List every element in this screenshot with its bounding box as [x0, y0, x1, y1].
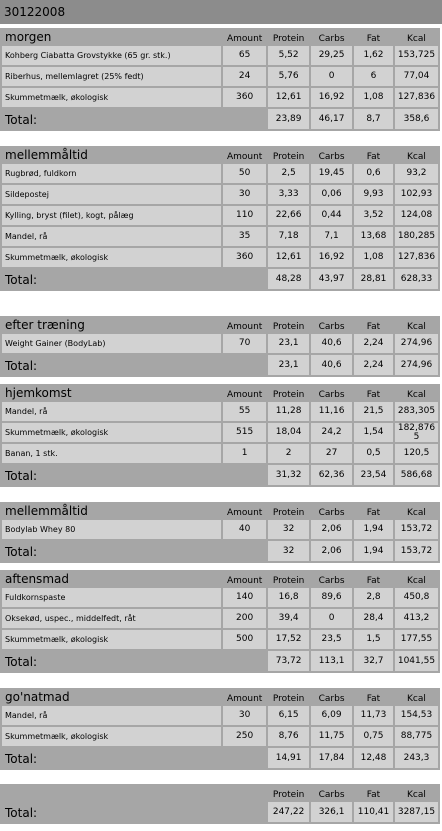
food-row[interactable] — [2, 520, 438, 539]
protein-cell: 8,76 — [268, 727, 309, 746]
food-row[interactable] — [2, 164, 438, 183]
kcal-cell: 450,8 — [395, 588, 438, 607]
total-spacer — [223, 748, 266, 768]
column-header-amount: Amount — [226, 694, 263, 704]
carbs-cell: 0 — [311, 67, 352, 86]
kcal-cell: 180,285 — [395, 227, 438, 246]
fat-cell: 2,8 — [354, 588, 393, 607]
total-protein: 23,89 — [268, 109, 309, 129]
column-header-kcal: Kcal — [407, 322, 426, 332]
food-name: Banan, 1 stk. — [2, 444, 221, 463]
food-row[interactable] — [2, 588, 438, 607]
total-protein: 31,32 — [268, 465, 309, 485]
protein-cell: 23,1 — [268, 334, 309, 353]
food-row[interactable] — [2, 609, 438, 628]
food-row[interactable] — [2, 88, 438, 107]
column-header-kcal: Kcal — [407, 508, 426, 518]
food-name: Riberhus, mellemlagret (25% fedt) — [2, 67, 221, 86]
fat-cell: 28,4 — [354, 609, 393, 628]
amount-cell: 515 — [223, 423, 266, 442]
total-spacer — [223, 651, 266, 671]
column-header-carbs: Carbs — [318, 322, 345, 332]
grand-total-row — [2, 802, 438, 822]
carbs-cell: 19,45 — [311, 164, 352, 183]
food-row[interactable] — [2, 46, 438, 65]
grand-total-carbs: 326,1 — [311, 802, 352, 822]
amount-cell: 30 — [223, 706, 266, 725]
column-header-kcal: Kcal — [407, 152, 426, 162]
column-header-fat: Fat — [366, 694, 381, 704]
fat-cell: 1,08 — [354, 88, 393, 107]
protein-cell: 12,61 — [268, 88, 309, 107]
carbs-cell: 6,09 — [311, 706, 352, 725]
protein-cell: 17,52 — [268, 630, 309, 649]
column-header-carbs: Carbs — [318, 152, 345, 162]
protein-cell: 2,5 — [268, 164, 309, 183]
kcal-cell: 88,775 — [395, 727, 438, 746]
grand-total-kcal: 3287,15 — [395, 802, 438, 822]
grand-header-spacer — [2, 786, 221, 800]
column-header-protein: Protein — [272, 322, 305, 332]
total-label: Total: — [5, 469, 38, 483]
column-header-kcal: Kcal — [407, 694, 426, 704]
grand-column-header-kcal: Kcal — [407, 790, 426, 800]
total-carbs: 17,84 — [311, 748, 352, 768]
grand-total-label: Total: — [5, 806, 38, 820]
total-protein: 48,28 — [268, 269, 309, 289]
fat-cell: 0,6 — [354, 164, 393, 183]
column-header-protein: Protein — [272, 34, 305, 44]
column-header-protein: Protein — [272, 152, 305, 162]
food-row[interactable] — [2, 334, 438, 353]
food-name: Mandel, rå — [2, 706, 221, 725]
food-name: Kohberg Ciabatta Grovstykke (65 gr. stk.) — [2, 46, 221, 65]
protein-cell: 32 — [268, 520, 309, 539]
grand-column-header-carbs: Carbs — [318, 790, 345, 800]
protein-cell: 12,61 — [268, 248, 309, 267]
fat-cell: 1,5 — [354, 630, 393, 649]
total-row — [2, 465, 438, 485]
column-header-carbs: Carbs — [318, 694, 345, 704]
grand-total-fat: 110,41 — [354, 802, 393, 822]
column-header-amount: Amount — [226, 322, 263, 332]
total-protein: 73,72 — [268, 651, 309, 671]
total-spacer — [223, 541, 266, 561]
carbs-cell: 16,92 — [311, 248, 352, 267]
protein-cell: 5,76 — [268, 67, 309, 86]
date-title: 30122008 — [0, 0, 442, 24]
grand-total-spacer — [223, 802, 266, 822]
fat-cell: 0,5 — [354, 444, 393, 463]
total-protein: 14,91 — [268, 748, 309, 768]
total-protein: 32 — [268, 541, 309, 561]
carbs-cell: 11,16 — [311, 402, 352, 421]
food-row[interactable] — [2, 423, 438, 442]
column-header-protein: Protein — [272, 576, 305, 586]
total-fat: 32,7 — [354, 651, 393, 671]
column-header-kcal: Kcal — [407, 390, 426, 400]
amount-cell: 50 — [223, 164, 266, 183]
amount-cell: 1 — [223, 444, 266, 463]
food-name: Skummetmælk, økologisk — [2, 88, 221, 107]
total-kcal: 628,33 — [395, 269, 438, 289]
food-name: Sildepostej — [2, 185, 221, 204]
total-kcal: 586,68 — [395, 465, 438, 485]
meal-section — [0, 502, 440, 563]
fat-cell: 21,5 — [354, 402, 393, 421]
protein-cell: 5,52 — [268, 46, 309, 65]
column-header-protein: Protein — [272, 694, 305, 704]
food-name: Mandel, rå — [2, 402, 221, 421]
total-kcal: 274,96 — [395, 355, 438, 375]
fat-cell: 1,08 — [354, 248, 393, 267]
carbs-cell: 40,6 — [311, 334, 352, 353]
carbs-cell: 23,5 — [311, 630, 352, 649]
amount-cell: 200 — [223, 609, 266, 628]
column-header-fat: Fat — [366, 152, 381, 162]
carbs-cell: 11,75 — [311, 727, 352, 746]
column-header-kcal: Kcal — [407, 34, 426, 44]
amount-cell: 140 — [223, 588, 266, 607]
amount-cell: 65 — [223, 46, 266, 65]
food-row[interactable] — [2, 444, 438, 463]
carbs-cell: 0 — [311, 609, 352, 628]
total-carbs: 46,17 — [311, 109, 352, 129]
total-protein: 23,1 — [268, 355, 309, 375]
fat-cell: 1,54 — [354, 423, 393, 442]
amount-cell: 360 — [223, 248, 266, 267]
protein-cell: 18,04 — [268, 423, 309, 442]
column-header-fat: Fat — [366, 576, 381, 586]
kcal-cell: 153,725 — [395, 46, 438, 65]
kcal-cell: 127,836 — [395, 88, 438, 107]
fat-cell: 3,52 — [354, 206, 393, 225]
meal-section — [0, 146, 440, 291]
column-header-kcal: Kcal — [407, 576, 426, 586]
kcal-cell: 283,305 — [395, 402, 438, 421]
carbs-cell: 29,25 — [311, 46, 352, 65]
total-spacer — [223, 355, 266, 375]
total-spacer — [223, 465, 266, 485]
fat-cell: 11,73 — [354, 706, 393, 725]
food-name: Mandel, rå — [2, 227, 221, 246]
total-fat: 12,48 — [354, 748, 393, 768]
food-name: Skummetmælk, økologisk — [2, 727, 221, 746]
total-row — [2, 651, 438, 671]
column-header-carbs: Carbs — [318, 34, 345, 44]
meal-section — [0, 688, 440, 770]
fat-cell: 1,62 — [354, 46, 393, 65]
column-header-protein: Protein — [272, 390, 305, 400]
total-label: Total: — [5, 113, 38, 127]
grand-total-section — [0, 784, 440, 824]
food-row[interactable] — [2, 227, 438, 246]
total-fat: 8,7 — [354, 109, 393, 129]
food-row[interactable] — [2, 185, 438, 204]
food-name: Rugbrød, fuldkorn — [2, 164, 221, 183]
amount-cell: 30 — [223, 185, 266, 204]
total-carbs: 2,06 — [311, 541, 352, 561]
grand-column-header-protein: Protein — [272, 790, 305, 800]
meal-section — [0, 28, 440, 131]
fat-cell: 9,93 — [354, 185, 393, 204]
kcal-cell: 274,96 — [395, 334, 438, 353]
total-label: Total: — [5, 545, 38, 559]
total-kcal: 243,3 — [395, 748, 438, 768]
meal-section — [0, 316, 440, 377]
fat-cell: 6 — [354, 67, 393, 86]
kcal-cell: 127,836 — [395, 248, 438, 267]
column-header-amount: Amount — [226, 152, 263, 162]
section-title: go'natmad — [5, 690, 70, 704]
column-header-fat: Fat — [366, 508, 381, 518]
kcal-cell: 182,876 5 — [395, 423, 438, 442]
total-label: Total: — [5, 273, 38, 287]
total-label: Total: — [5, 655, 38, 669]
meal-section — [0, 570, 440, 673]
section-title: efter træning — [5, 318, 85, 332]
total-kcal: 1041,55 — [395, 651, 438, 671]
total-kcal: 153,72 — [395, 541, 438, 561]
amount-cell: 35 — [223, 227, 266, 246]
food-row[interactable] — [2, 630, 438, 649]
protein-cell: 22,66 — [268, 206, 309, 225]
total-label: Total: — [5, 752, 38, 766]
column-header-amount: Amount — [226, 576, 263, 586]
column-header-carbs: Carbs — [318, 576, 345, 586]
total-fat: 2,24 — [354, 355, 393, 375]
food-name: Bodylab Whey 80 — [2, 520, 221, 539]
carbs-cell: 27 — [311, 444, 352, 463]
grand-total-protein: 247,22 — [268, 802, 309, 822]
amount-cell: 250 — [223, 727, 266, 746]
food-name: Weight Gainer (BodyLab) — [2, 334, 221, 353]
section-title: aftensmad — [5, 572, 69, 586]
kcal-cell: 177,55 — [395, 630, 438, 649]
carbs-cell: 0,06 — [311, 185, 352, 204]
column-header-amount: Amount — [226, 390, 263, 400]
food-name: Skummetmælk, økologisk — [2, 630, 221, 649]
fat-cell: 1,94 — [354, 520, 393, 539]
food-row[interactable] — [2, 248, 438, 267]
total-carbs: 43,97 — [311, 269, 352, 289]
protein-cell: 39,4 — [268, 609, 309, 628]
total-label: Total: — [5, 359, 38, 373]
total-row — [2, 748, 438, 768]
section-title: morgen — [5, 30, 52, 44]
meal-section — [0, 384, 440, 487]
kcal-cell: 102,93 — [395, 185, 438, 204]
total-fat: 1,94 — [354, 541, 393, 561]
food-name: Skummetmælk, økologisk — [2, 248, 221, 267]
column-header-amount: Amount — [226, 34, 263, 44]
amount-cell: 110 — [223, 206, 266, 225]
protein-cell: 16,8 — [268, 588, 309, 607]
total-spacer — [223, 109, 266, 129]
column-header-protein: Protein — [272, 508, 305, 518]
kcal-cell: 153,72 — [395, 520, 438, 539]
food-row[interactable] — [2, 727, 438, 746]
food-name: Fuldkornspaste — [2, 588, 221, 607]
food-row[interactable] — [2, 402, 438, 421]
column-header-fat: Fat — [366, 34, 381, 44]
amount-cell: 55 — [223, 402, 266, 421]
amount-cell: 500 — [223, 630, 266, 649]
total-fat: 28,81 — [354, 269, 393, 289]
carbs-cell: 16,92 — [311, 88, 352, 107]
food-name: Oksekød, uspec., middelfedt, råt — [2, 609, 221, 628]
total-fat: 23,54 — [354, 465, 393, 485]
column-header-fat: Fat — [366, 390, 381, 400]
total-carbs: 62,36 — [311, 465, 352, 485]
protein-cell: 7,18 — [268, 227, 309, 246]
fat-cell: 13,68 — [354, 227, 393, 246]
amount-cell: 360 — [223, 88, 266, 107]
amount-cell: 70 — [223, 334, 266, 353]
amount-cell: 24 — [223, 67, 266, 86]
food-row[interactable] — [2, 67, 438, 86]
kcal-cell: 93,2 — [395, 164, 438, 183]
carbs-cell: 89,6 — [311, 588, 352, 607]
kcal-cell: 154,53 — [395, 706, 438, 725]
column-header-fat: Fat — [366, 322, 381, 332]
kcal-cell: 413,2 — [395, 609, 438, 628]
kcal-cell: 120,5 — [395, 444, 438, 463]
column-header-carbs: Carbs — [318, 390, 345, 400]
kcal-cell: 77,04 — [395, 67, 438, 86]
carbs-cell: 2,06 — [311, 520, 352, 539]
protein-cell: 6,15 — [268, 706, 309, 725]
total-spacer — [223, 269, 266, 289]
total-carbs: 113,1 — [311, 651, 352, 671]
food-row[interactable] — [2, 206, 438, 225]
protein-cell: 3,33 — [268, 185, 309, 204]
total-row — [2, 541, 438, 561]
kcal-cell: 124,08 — [395, 206, 438, 225]
section-title: mellemmåltid — [5, 504, 88, 518]
total-carbs: 40,6 — [311, 355, 352, 375]
carbs-cell: 0,44 — [311, 206, 352, 225]
fat-cell: 2,24 — [354, 334, 393, 353]
food-name: Skummetmælk, økologisk — [2, 423, 221, 442]
column-header-carbs: Carbs — [318, 508, 345, 518]
food-row[interactable] — [2, 706, 438, 725]
carbs-cell: 7,1 — [311, 227, 352, 246]
column-header-amount: Amount — [226, 508, 263, 518]
total-row — [2, 109, 438, 129]
grand-column-header-fat: Fat — [366, 790, 381, 800]
grand-header-spacer — [223, 786, 266, 800]
protein-cell: 2 — [268, 444, 309, 463]
amount-cell: 40 — [223, 520, 266, 539]
section-title: hjemkomst — [5, 386, 72, 400]
carbs-cell: 24,2 — [311, 423, 352, 442]
total-row — [2, 355, 438, 375]
fat-cell: 0,75 — [354, 727, 393, 746]
section-title: mellemmåltid — [5, 148, 88, 162]
total-row — [2, 269, 438, 289]
protein-cell: 11,28 — [268, 402, 309, 421]
total-kcal: 358,6 — [395, 109, 438, 129]
food-name: Kylling, bryst (filet), kogt, pålæg — [2, 206, 221, 225]
